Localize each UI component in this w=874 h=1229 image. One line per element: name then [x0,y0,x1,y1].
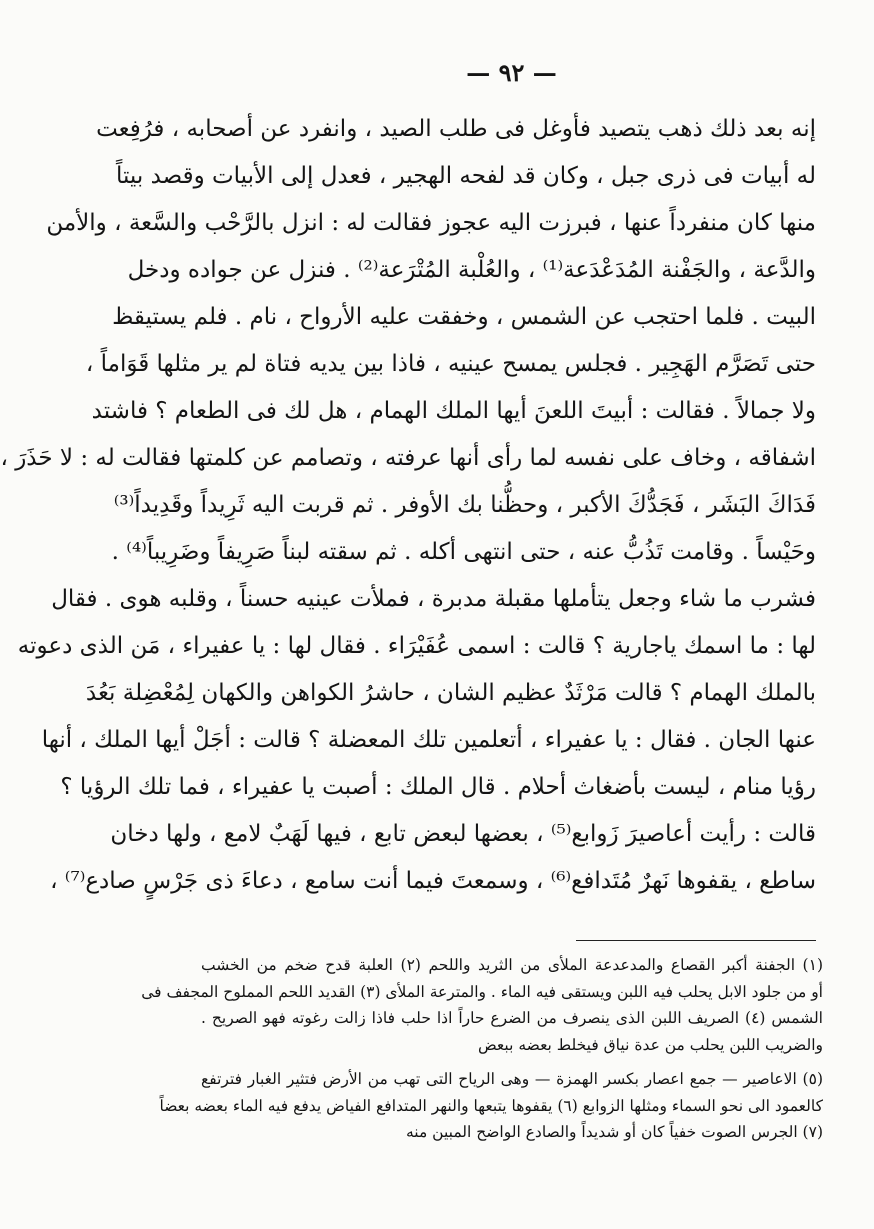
text-line: والدَّعة ، والجَفْنة المُدَعْدَعة⁽¹⁾ ، والعُلْبة المُتْرَعة⁽²⁾ . فنزل عن جواده ودخل [127,257,816,283]
footnote-line: (٧) الجرس الصوت خفياً كان أو شديداً والصادع الواضح المبين منه [405,1123,823,1141]
text-line: ساطع ، يقفوها نَهرٌ مُتَدافع⁽⁶⁾ ، وسمعتَ فيما أنت سامع ، دعاءَ ذى جَرْسٍ صادع⁽⁷⁾ ، [50,868,816,894]
footnote-spacer [201,1058,823,1066]
text-line: البيت . فلما احتجب عن الشمس ، وخفقت عليه الأرواح ، نام . فلم يستيقظ [112,304,816,330]
text-line: منها كان منفرداً عنها ، فبرزت اليه عجوز فقالت له : انزل بالرَّحْب والسَّعة ، والأمن [46,210,816,236]
footnote-line: (١) الجفنة أكبر القصاع والمدعدعة الملأى من الثريد واللحم (٢) العلبة قدح ضخم من الخشب [201,956,823,974]
text-line: إنه بعد ذلك ذهب يتصيد فأوغل فى طلب الصيد ، وانفرد عن أصحابه ، فرُفِعت [96,116,816,142]
footnote-line: والضريب اللبن يحلب من عدة نياق فيخلط بعضه ببعض [477,1035,823,1054]
text-line: حتى تَصَرَّم الهَجِير . فجلس يمسح عينيه ، فاذا بين يديه فتاة لم ير مثلها قَوَاماً ، [85,351,816,377]
footnote-line: أو من جلود الابل يحلب فيه اللبن ويستقى فيه الماء . والمترعة الملأى (٣) القديد اللحم المملوح المجفف فى [141,982,823,1001]
text-line: عنها الجان . فقال : يا عفيراء ، أتعلمين تلك المعضلة ؟ قالت : أجَلْ أيها الملك ، أنها [41,727,816,753]
text-line: رؤيا منام ، ليست بأضغاث أحلام . قال الملك : أصبت يا عفيراء ، فما تلك الرؤيا ؟ [60,774,816,800]
text-line: بالملك الهمام ؟ قالت مَرْثَدٌ عظيم الشان ، حاشرُ الكواهن والكهان لِمُعْضِلة بَعُدَ [85,680,816,706]
footnote-line: الشمس (٤) الصريف اللبن الذى ينصرف من الضرع حاراً اذا حلب فاذا زالت رغوته فهو الصريح . [201,1009,823,1027]
footnote-line: كالعمود الى نحو السماء ومثلها الزوابع (٦) يقفوها يتبعها والنهر المتدافع الفياض يدفع فيه الماء بعضه بعضاً [159,1096,823,1115]
footnote-divider [576,940,816,941]
footnotes [141,952,823,1146]
text-line: وحَيْساً . وقامت تَذُبُّ عنه ، حتى انتهى أكله . ثم سقته لبناً صَرِيفاً وضَرِيباً⁽⁴⁾ . [111,539,816,565]
page-number: — ٩٢ — [466,58,557,87]
text-line: فَدَاكَ البَشَر ، فَجَدُّكَ الأكبر ، وحظُّنا بك الأوفر . ثم قربت اليه ثَرِيداً وقَدِيداً⁽³⁾ [113,492,816,518]
text-line: قالت : رأيت أعاصيرَ زَوابع⁽⁵⁾ ، بعضها لبعض تابع ، فيها لَهَبٌ لامع ، ولها دخان [110,821,816,847]
text-line: فشرب ما شاء وجعل يتأملها مقبلة مدبرة ، فملأت عينيه حسناً ، وقلبه هوى . فقال [51,586,816,612]
text-line: له أبيات فى ذرى جبل ، وكان قد لفحه الهجير ، فعدل إلى الأبيات وقصد بيتاً [115,163,816,189]
text-line: ولا جمالاً . فقالت : أبيتَ اللعنَ أيها الملك الهمام ، هل لك فى الطعام ؟ فاشتد [91,398,816,424]
text-line: لها : ما اسمك ياجارية ؟ قالت : اسمى عُفَيْرَاء . فقال لها : يا عفيراء ، مَن الذى دعوته [17,633,816,659]
footnote-line: (٥) الاعاصير — جمع اعصار بكسر الهمزة — وهى الرياح التى تهب من الأرض فتثير الغبار فترتفع [201,1070,823,1088]
text-line: اشفاقه ، وخاف على نفسه لما رأى أنها عرفته ، وتصامم عن كلمتها فقالت له : لا حَذَرَ ، [0,445,816,471]
main-text [0,106,816,905]
